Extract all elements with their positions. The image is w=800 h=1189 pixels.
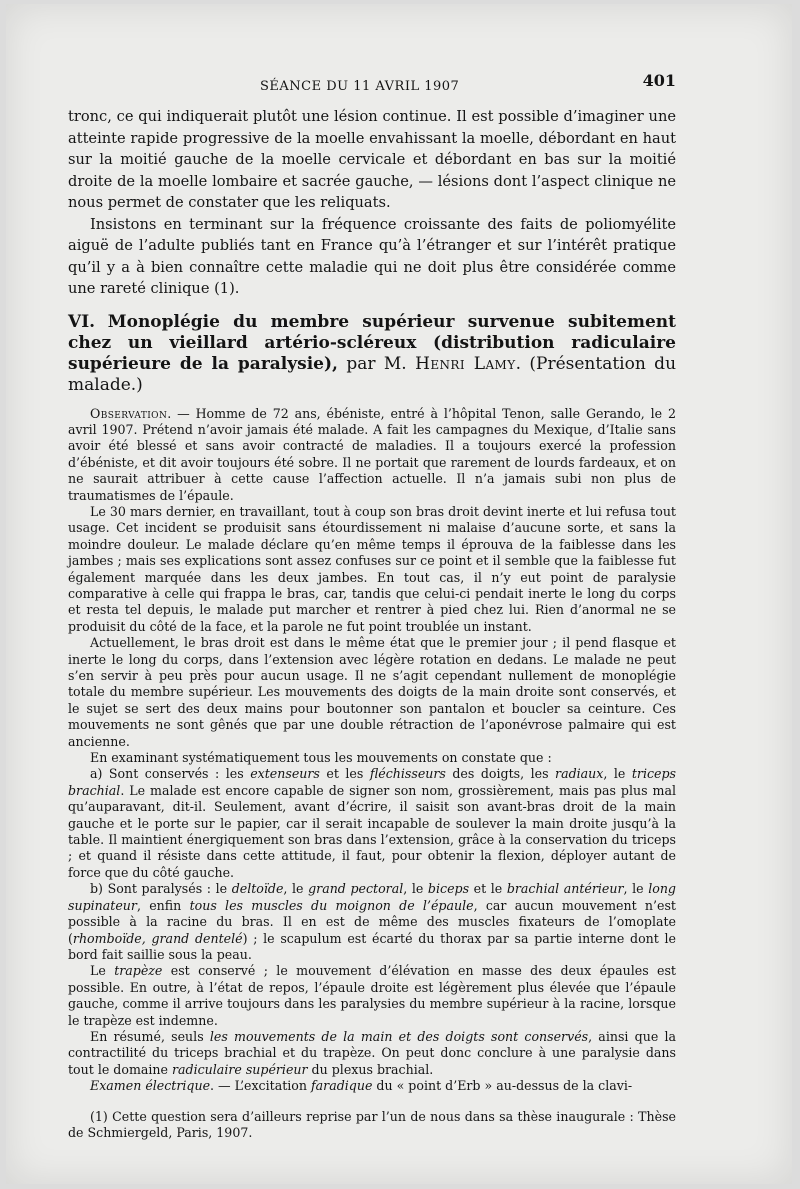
observation-label: Observation bbox=[90, 405, 168, 421]
page-number: 401 bbox=[642, 71, 676, 90]
observation-paragraph-3: Actuellement, le bras droit est dans le même état que le premier jour ; il pend flasque et inerte le long du corps, dans l’extension avec légère rotation en dedans. Le malade ne peut s’en servir à peu près pour aucun usage. Il ne s’agit cependant nullement de monoplégie totale du membre supérieur. Les mouvements des doigts de la main droite sont conservés, et le sujet se sert des deux mains pour boutonner son pantalon et boucler sa ceinture. Ces mouvements ne sont gênés que par une double rétraction de l’aponévrose palmaire qui est ancienne. bbox=[68, 635, 676, 749]
observation-trapeze-paragraph: Le trapèze est conservé ; le mouvement d’élévation en masse des deux épaules est possible. En outre, à l’état de repos, l’épaule droite est légèrement plus élevée que l’épaule gauche, comme il arrive toujours dans les paralysies du membre supérieur à la racine, lorsque le trapèze est indemne. bbox=[68, 963, 676, 1028]
section-heading bbox=[68, 312, 676, 396]
observation-item-a: a) Sont conservés : les extenseurs et les fléchisseurs des doigts, les radiaux, le triceps brachial. Le malade est encore capable de signer son nom, grossièrement, mais pas plus mal qu’auparavant, dit-il. Seulement, avant d’écrire, il saisit son avant-bras droit de la main gauche et le porte sur le papier, car il serait incapable de soulever la main droite jusqu’à la table. Il maintient énergiquement son bras dans l’extension, grâce à la conservation du triceps ; et quand il résiste dans cette attitude, il faut, pour obtenir la flexion, déployer autant de force que du côté gauche. bbox=[68, 766, 677, 880]
section-title: Monoplégie du membre supérieur survenue subitement chez un vieillard artério-scléreux (distribution radiculaire supérieure de la paralysie), bbox=[68, 311, 677, 374]
running-header bbox=[68, 68, 676, 92]
footnote-separator bbox=[68, 1095, 676, 1109]
observation-paragraph-2: Le 30 mars dernier, en travaillant, tout à coup son bras droit devint inerte et lui refusa tout usage. Cet incident se produisit sans étourdissement ni malaise d’aucune sorte, et sans la moindre douleur. Le malade déclare qu’en même temps il éprouva de la faiblesse dans les jambes ; mais ses explications sont assez confuses sur ce point et il semble que la faiblesse fut également marquée dans les deux jambes. En tout cas, il n’y eut point de paralysie comparative à celle qui frappa le bras, car, tandis que celui-ci pendait inerte le long du corps et resta tel depuis, le malade put marcher et rentrer à pied chez lui. Rien d’anormal ne se produisit du côté de la face, et la parole ne fut point troublée un instant. bbox=[68, 503, 676, 634]
footnote bbox=[68, 1109, 676, 1142]
observation-summary-paragraph: En résumé, seuls les mouvements de la main et des doigts sont conservés, ainsi que la contractilité du triceps brachial et du trapèze. On peut donc conclure à une paralysie dans tout le domaine radiculaire supérieur du plexus brachial. bbox=[68, 1028, 676, 1077]
header-title: SÉANCE DU 11 AVRIL 1907 bbox=[260, 79, 460, 94]
footnote-text: (1) Cette question sera d’ailleurs reprise par l’un de nous dans sa thèse inaugurale : Thèse de Schmiergeld, Paris, 1907. bbox=[68, 1108, 676, 1140]
section-author: Henri Lamy bbox=[415, 353, 516, 374]
observation-block bbox=[68, 406, 676, 1095]
section-number: VI. bbox=[68, 311, 96, 332]
section-note: . (Présentation du malade.) bbox=[68, 353, 677, 395]
observation-paragraph-1: Observation. — Homme de 72 ans, ébéniste, entré à l’hôpital Tenon, salle Gerando, le 2 avril 1907. Prétend n’avoir jamais été malade. A fait les campagnes du Mexique, d’Italie sans avoir été blessé et sans avoir contracté de maladies. Il a toujours exercé la profession d’ébéniste, et dit avoir toujours été sobre. Il ne portait que rarement de lourds fardeaux, et on ne saurait attribuer à cette cause l’affection actuelle. Il n’a jamais subi non plus de traumatismes de l’épaule. bbox=[68, 405, 676, 503]
section-by: par M. bbox=[346, 353, 407, 374]
page-content bbox=[68, 68, 676, 1141]
scanned-page bbox=[6, 4, 792, 1184]
observation-item-b: b) Sont paralysés : le deltoïde, le grand pectoral, le biceps et le brachial antérieur, le long supinateur, enfin tous les muscles du moignon de l’épaule, car aucun mouvement n’est possible à la racine du bras. Il en est de même des muscles fixateurs de l’omoplate (rhomboïde, grand dentelé) ; le scapulum est écarté du thorax par sa partie interne dont le bord fait saillie sous la peau. bbox=[68, 881, 677, 962]
observation-electric-exam: Examen électrique. — L’excitation faradique du « point d’Erb » au-dessus de la clavi- bbox=[90, 1078, 633, 1094]
intro-paragraph-2: Insistons en terminant sur la fréquence croissante des faits de poliomyélite aiguë de l’adulte publiés tant en France qu’à l’étranger et sur l’intérêt pratique qu’il y a à bien connaître cette maladie qui ne doit plus être considérée comme une rareté clinique (1). bbox=[68, 215, 676, 297]
observation-paragraph-4: En examinant systématiquement tous les mouvements on constate que : bbox=[90, 750, 552, 766]
intro-paragraph-1: tronc, ce qui indiquerait plutôt une lésion continue. Il est possible d’imaginer une atteinte rapide progressive de la moelle envahissant la moelle, débordant en haut sur la moitié gauche de la moelle cervicale et débordant en bas sur la moitié droite de la moelle lombaire et sacrée gauche, — lésions dont l’aspect clinique ne nous permet de constater que les reliquats. bbox=[68, 108, 676, 211]
